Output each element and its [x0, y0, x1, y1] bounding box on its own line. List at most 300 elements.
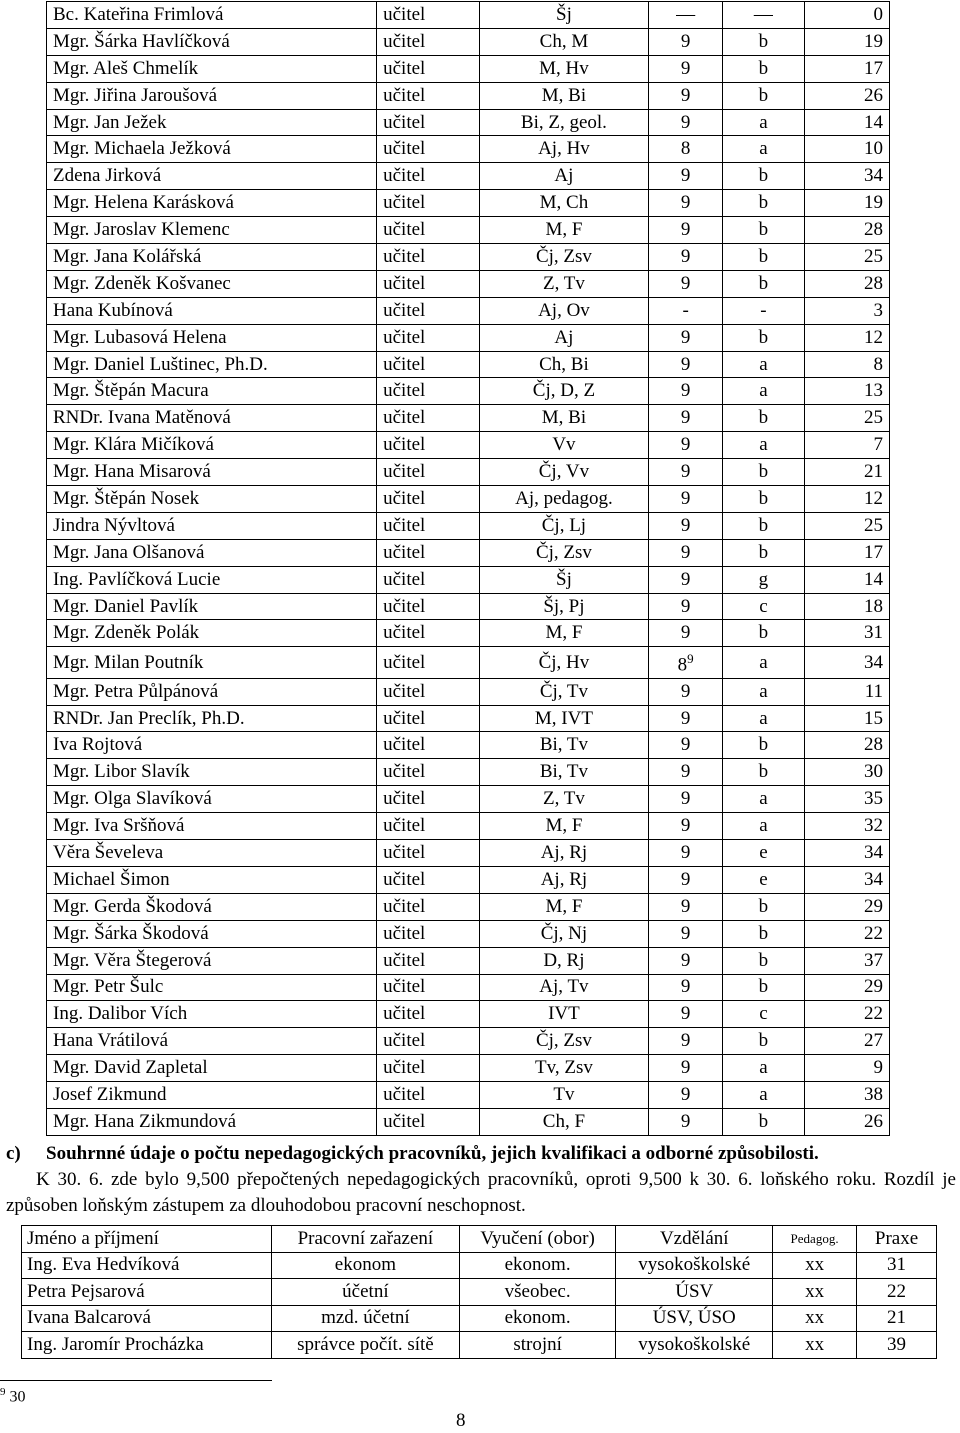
staff-subjects-cell [479, 920, 649, 947]
staff-class-cell [722, 920, 804, 947]
section-c-heading-row [6, 1141, 956, 1167]
staff-class-cell [722, 217, 804, 244]
staff-position-cell [377, 405, 479, 432]
staff-position-cell [377, 324, 479, 351]
staff-subjects-cell [479, 813, 649, 840]
staff-name-cell [47, 866, 377, 893]
staff-class-cell [722, 947, 804, 974]
staff-subjects-cell [479, 55, 649, 82]
cell-text: 9 [680, 165, 691, 187]
cell-text: 14 [864, 111, 883, 133]
cell-text: učitel [383, 434, 426, 456]
cell-text: M, F [545, 895, 583, 917]
staff-name-cell [47, 459, 377, 486]
staff-position-cell [377, 620, 479, 647]
cell-text: 9 [680, 192, 691, 214]
staff-years-cell [804, 813, 889, 840]
staff-position-cell [377, 109, 479, 136]
cell-text: 3 [873, 299, 883, 321]
staff-position-cell [377, 678, 479, 705]
staff-subjects-cell [479, 1055, 649, 1082]
staff-grade-cell [649, 55, 723, 82]
cell-text: učitel [383, 895, 426, 917]
cell-text: 31 [864, 622, 883, 644]
staff-grade-cell [649, 759, 723, 786]
staff-subjects-cell [479, 486, 649, 513]
cell-text: M, F [545, 815, 583, 837]
cell-text: učitel [383, 680, 426, 702]
cell-text: 9 [680, 1003, 691, 1025]
staff-position-cell [377, 432, 479, 459]
cell-text: M, Bi [541, 84, 587, 106]
cell-text: 9 [680, 568, 691, 590]
staff-row [47, 82, 890, 109]
staff-subjects-cell [479, 432, 649, 459]
cell-text: Jindra Nývltová [53, 514, 175, 536]
cell-text: IVT [548, 1003, 580, 1025]
cell-text: učitel [383, 707, 426, 729]
cell-text: 29 [864, 976, 883, 998]
cell-text: 30 [864, 761, 883, 783]
staff-class-cell [722, 593, 804, 620]
cell-text: b [758, 761, 769, 783]
cell-text: Mgr. Hana Misarová [53, 461, 211, 483]
cell-text: 8 [677, 654, 688, 676]
cell-text: učitel [383, 57, 426, 79]
cell-text: b [758, 895, 769, 917]
staff-years-cell [804, 1108, 889, 1135]
cell-text: učitel [383, 651, 426, 673]
staff-row [47, 539, 890, 566]
cell-text: 9 [680, 949, 691, 971]
staff-position-cell [377, 1055, 479, 1082]
staff-row [47, 217, 890, 244]
staff-grade-cell [649, 620, 723, 647]
cell-text: Věra Ševeleva [53, 841, 164, 863]
staff-years-cell [804, 1001, 889, 1028]
staff-position-cell [377, 55, 479, 82]
section-c-text: K 30. 6. zde bylo 9,500 přepočtených nepedagogických pracovníků, oproti 9,500 k 30. 6. loňského roku. Rozdíl je způsoben loňským zástupem za dlouhodobou pracovní neschopnost. [6, 1169, 956, 1216]
staff-years-cell [804, 459, 889, 486]
cell-text: Tv, Zsv [534, 1057, 593, 1079]
cell-text: 9 [680, 272, 691, 294]
staff-position-cell [377, 947, 479, 974]
staff-position-cell [377, 190, 479, 217]
staff-years-cell [804, 678, 889, 705]
cell-text: Zdena Jirková [53, 165, 162, 187]
cell-text: 34 [864, 841, 883, 863]
cell-text: Mgr. Jiřina Jaroušová [53, 84, 218, 106]
cell-text: 9 [680, 622, 691, 644]
cell-text: 15 [864, 707, 883, 729]
cell-text: Z, Tv [542, 788, 585, 810]
staff-position-cell [377, 593, 479, 620]
cell-text: Mgr. Jana Kolářská [53, 245, 202, 267]
cell-text: 9 [680, 1057, 691, 1079]
nonped-header-row [22, 1226, 937, 1253]
staff-class-cell [722, 866, 804, 893]
cell-text: 34 [864, 868, 883, 890]
cell-text: učitel [383, 788, 426, 810]
cell-text: - [682, 299, 689, 321]
cell-text: Mgr. Gerda Škodová [53, 895, 212, 917]
staff-row [47, 405, 890, 432]
cell-text: e [759, 868, 768, 890]
staff-years-cell [804, 405, 889, 432]
staff-position-cell [377, 974, 479, 1001]
nonped-cell: xx [773, 1305, 857, 1332]
staff-row [47, 1055, 890, 1082]
staff-class-cell [722, 109, 804, 136]
staff-grade-cell [649, 974, 723, 1001]
staff-name-cell [47, 974, 377, 1001]
cell-text: 9 [873, 1057, 883, 1079]
cell-text: Aj, Rj [540, 841, 588, 863]
staff-row [47, 947, 890, 974]
staff-class-cell [722, 678, 804, 705]
cell-text: učitel [383, 192, 426, 214]
staff-class-cell [722, 351, 804, 378]
staff-years-cell [804, 297, 889, 324]
staff-subjects-cell [479, 1108, 649, 1135]
staff-row [47, 28, 890, 55]
staff-grade-cell [649, 1108, 723, 1135]
staff-row [47, 109, 890, 136]
cell-text: učitel [383, 272, 426, 294]
staff-grade-cell [649, 732, 723, 759]
staff-position-cell [377, 539, 479, 566]
nonped-row [22, 1279, 937, 1306]
staff-subjects-cell [479, 566, 649, 593]
staff-name-cell [47, 486, 377, 513]
staff-class-cell [722, 620, 804, 647]
staff-subjects-cell [479, 324, 649, 351]
cell-text: 17 [864, 57, 883, 79]
staff-row [47, 620, 890, 647]
staff-years-cell [804, 705, 889, 732]
staff-years-cell [804, 82, 889, 109]
staff-position-cell [377, 270, 479, 297]
cell-text: Iva Rojtová [53, 734, 143, 756]
staff-position-cell [377, 920, 479, 947]
staff-class-cell [722, 539, 804, 566]
cell-text: Mgr. Štěpán Macura [53, 380, 209, 402]
staff-row [47, 593, 890, 620]
staff-name-cell [47, 28, 377, 55]
section-c-body [6, 1167, 956, 1219]
cell-text: M, Bi [541, 407, 587, 429]
cell-text: a [759, 380, 768, 402]
staff-grade-cell [649, 163, 723, 190]
nonped-cell: ÚSV [616, 1279, 773, 1306]
staff-name-cell [47, 270, 377, 297]
cell-text: učitel [383, 922, 426, 944]
staff-class-cell [722, 974, 804, 1001]
staff-row [47, 244, 890, 271]
cell-text: 9 [680, 461, 691, 483]
cell-text: RNDr. Ivana Matěnová [53, 407, 231, 429]
cell-text: b [758, 487, 769, 509]
cell-text: 9 [680, 707, 691, 729]
staff-position-cell [377, 1001, 479, 1028]
cell-text: 32 [864, 815, 883, 837]
staff-position-cell [377, 378, 479, 405]
staff-class-cell [722, 732, 804, 759]
staff-class-cell [722, 297, 804, 324]
cell-text: b [758, 272, 769, 294]
nonped-cell: ekonom [272, 1252, 460, 1279]
cell-text: učitel [383, 84, 426, 106]
cell-text: učitel [383, 407, 426, 429]
cell-text: 9 [680, 680, 691, 702]
staff-row [47, 566, 890, 593]
cell-text: Mgr. Libor Slavík [53, 761, 190, 783]
cell-text: Mgr. Jan Ježek [53, 111, 167, 133]
staff-row [47, 190, 890, 217]
cell-text: učitel [383, 245, 426, 267]
cell-text: b [758, 734, 769, 756]
nonped-cell: xx [773, 1279, 857, 1306]
staff-name-cell [47, 512, 377, 539]
cell-text: Mgr. Hana Zikmundová [53, 1110, 237, 1132]
cell-text: M, IVT [534, 707, 593, 729]
staff-name-cell [47, 351, 377, 378]
cell-text: c [759, 595, 768, 617]
section-c [6, 1141, 956, 1219]
cell-text: učitel [383, 380, 426, 402]
cell-text: 9 [680, 219, 691, 241]
staff-name-cell [47, 297, 377, 324]
cell-text: Z, Tv [542, 272, 585, 294]
staff-years-cell [804, 1055, 889, 1082]
staff-row [47, 1108, 890, 1135]
staff-class-cell [722, 163, 804, 190]
staff-position-cell [377, 244, 479, 271]
cell-text: D, Rj [543, 949, 585, 971]
staff-grade-cell [649, 1001, 723, 1028]
cell-text: 18 [864, 595, 883, 617]
cell-text: b [758, 326, 769, 348]
nonped-header-cell: Jméno a příjmení [22, 1226, 272, 1253]
staff-grade-cell [649, 109, 723, 136]
staff-grade-cell [649, 486, 723, 513]
cell-text: 19 [864, 192, 883, 214]
staff-grade-cell [649, 136, 723, 163]
cell-text: Vv [552, 434, 576, 456]
cell-text: 9 [680, 815, 691, 837]
cell-text: 9 [680, 761, 691, 783]
staff-grade-cell [649, 512, 723, 539]
cell-text: Mgr. Šárka Havlíčková [53, 30, 230, 52]
staff-row [47, 813, 890, 840]
cell-text: Mgr. Zdeněk Polák [53, 622, 200, 644]
cell-text: Aj, pedagog. [515, 487, 613, 509]
cell-text: a [759, 1084, 768, 1105]
staff-name-cell [47, 1108, 377, 1135]
nonped-cell: 22 [857, 1279, 937, 1306]
nonped-cell: xx [773, 1332, 857, 1359]
staff-years-cell [804, 840, 889, 867]
cell-text: učitel [383, 165, 426, 187]
cell-text: b [758, 165, 769, 187]
cell-text: RNDr. Jan Preclík, Ph.D. [53, 707, 245, 729]
staff-name-cell [47, 1001, 377, 1028]
cell-text: učitel [383, 3, 426, 25]
staff-position-cell [377, 705, 479, 732]
cell-text: b [758, 1030, 769, 1052]
nonped-header-cell: Pedagog. [773, 1226, 857, 1253]
staff-years-cell [804, 163, 889, 190]
staff-subjects-cell [479, 244, 649, 271]
cell-text: 13 [864, 380, 883, 402]
cell-text: Čj, Nj [540, 922, 588, 944]
nonped-cell: všeobec. [459, 1279, 616, 1306]
staff-name-cell [47, 920, 377, 947]
nonped-cell: Petra Pejsarová [22, 1279, 272, 1306]
cell-text: učitel [383, 1110, 426, 1132]
cell-text: Aj, Ov [538, 299, 590, 321]
staff-row [47, 647, 890, 678]
staff-name-cell [47, 566, 377, 593]
staff-class-cell [722, 786, 804, 813]
cell-text: a [759, 651, 768, 673]
staff-name-cell [47, 2, 377, 29]
cell-text: Mgr. Klára Mičíková [53, 434, 214, 456]
cell-text: Čj, Tv [539, 680, 589, 702]
staff-name-cell [47, 840, 377, 867]
staff-name-cell [47, 647, 377, 678]
cell-text: 9 [680, 895, 691, 917]
cell-text: Ch, F [542, 1110, 586, 1132]
staff-subjects-cell [479, 1082, 649, 1109]
cell-text: Aj, Hv [538, 138, 590, 160]
staff-position-cell [377, 786, 479, 813]
staff-row [47, 1001, 890, 1028]
cell-text: 34 [864, 165, 883, 187]
cell-text: b [758, 514, 769, 536]
cell-text: 37 [864, 949, 883, 971]
staff-position-cell [377, 459, 479, 486]
staff-name-cell [47, 593, 377, 620]
staff-row [47, 759, 890, 786]
staff-name-cell [47, 1028, 377, 1055]
cell-text: 11 [864, 680, 883, 702]
cell-text: Bi, Tv [539, 734, 589, 756]
staff-class-cell [722, 459, 804, 486]
cell-text: 29 [864, 895, 883, 917]
cell-text: 9 [680, 976, 691, 998]
staff-position-cell [377, 759, 479, 786]
cell-text: 9 [680, 1030, 691, 1052]
nonped-row [22, 1305, 937, 1332]
staff-row [47, 840, 890, 867]
nonped-header-cell: Vzdělání [616, 1226, 773, 1253]
staff-subjects-cell [479, 647, 649, 678]
nonped-cell: 39 [857, 1332, 937, 1359]
cell-text: Čj, Zsv [535, 541, 592, 563]
cell-text: Bi, Z, geol. [520, 111, 607, 133]
cell-text: Čj, Hv [538, 651, 590, 673]
cell-text: Mgr. Aleš Chmelík [53, 57, 199, 79]
cell-text: a [759, 788, 768, 810]
staff-years-cell [804, 351, 889, 378]
cell-text: b [758, 541, 769, 563]
cell-text: 35 [864, 788, 883, 810]
cell-text: Michael Šimon [53, 868, 170, 890]
staff-position-cell [377, 82, 479, 109]
cell-text: 9 [680, 1110, 691, 1132]
cell-text: b [758, 84, 769, 106]
cell-text: učitel [383, 761, 426, 783]
staff-row [47, 270, 890, 297]
staff-subjects-cell [479, 217, 649, 244]
nonped-cell: xx [773, 1252, 857, 1279]
staff-row [47, 866, 890, 893]
cell-text: Bc. Kateřina Frimlová [53, 3, 224, 25]
staff-name-cell [47, 947, 377, 974]
cell-text: Čj, D, Z [532, 380, 596, 402]
cell-text: 9 [680, 514, 691, 536]
cell-text: 28 [864, 272, 883, 294]
cell-text: 12 [864, 487, 883, 509]
staff-grade-cell [649, 378, 723, 405]
nonped-cell: Ing. Jaromír Procházka [22, 1332, 272, 1359]
cell-text: 21 [864, 461, 883, 483]
cell-text: 9 [680, 326, 691, 348]
staff-grade-cell [649, 1028, 723, 1055]
staff-grade-cell [649, 1082, 723, 1109]
cell-text: — [676, 3, 696, 25]
cell-text: Mgr. Olga Slavíková [53, 788, 212, 810]
cell-text: 26 [864, 1110, 883, 1132]
footnote-ref-mark: 9 [687, 651, 694, 667]
cell-text: b [758, 407, 769, 429]
cell-text: Hana Vrátilová [53, 1030, 169, 1052]
footnote-text: 30 [9, 1388, 26, 1406]
page-number: 8 [456, 1410, 466, 1431]
staff-row [47, 163, 890, 190]
staff-years-cell [804, 244, 889, 271]
cell-text: Aj [554, 326, 574, 348]
cell-text: 9 [680, 1084, 691, 1105]
staff-name-cell [47, 620, 377, 647]
cell-text: učitel [383, 841, 426, 863]
staff-class-cell [722, 55, 804, 82]
cell-text: Mgr. Zdeněk Košvanec [53, 272, 231, 294]
staff-class-cell [722, 566, 804, 593]
staff-name-cell [47, 1055, 377, 1082]
staff-class-cell [722, 705, 804, 732]
cell-text: učitel [383, 568, 426, 590]
staff-row [47, 678, 890, 705]
staff-name-cell [47, 786, 377, 813]
cell-text: Mgr. Lubasová Helena [53, 326, 227, 348]
cell-text: 8 [873, 353, 883, 375]
cell-text: 9 [680, 595, 691, 617]
cell-text: b [758, 30, 769, 52]
staff-name-cell [47, 324, 377, 351]
staff-position-cell [377, 217, 479, 244]
staff-subjects-cell [479, 786, 649, 813]
nonped-cell: vysokoškolské [616, 1252, 773, 1279]
staff-row [47, 1028, 890, 1055]
cell-text: Hana Kubínová [53, 299, 173, 321]
staff-name-cell [47, 1082, 377, 1109]
cell-text: M, F [545, 622, 583, 644]
cell-text: 9 [680, 434, 691, 456]
staff-class-cell [722, 1001, 804, 1028]
staff-subjects-cell [479, 678, 649, 705]
